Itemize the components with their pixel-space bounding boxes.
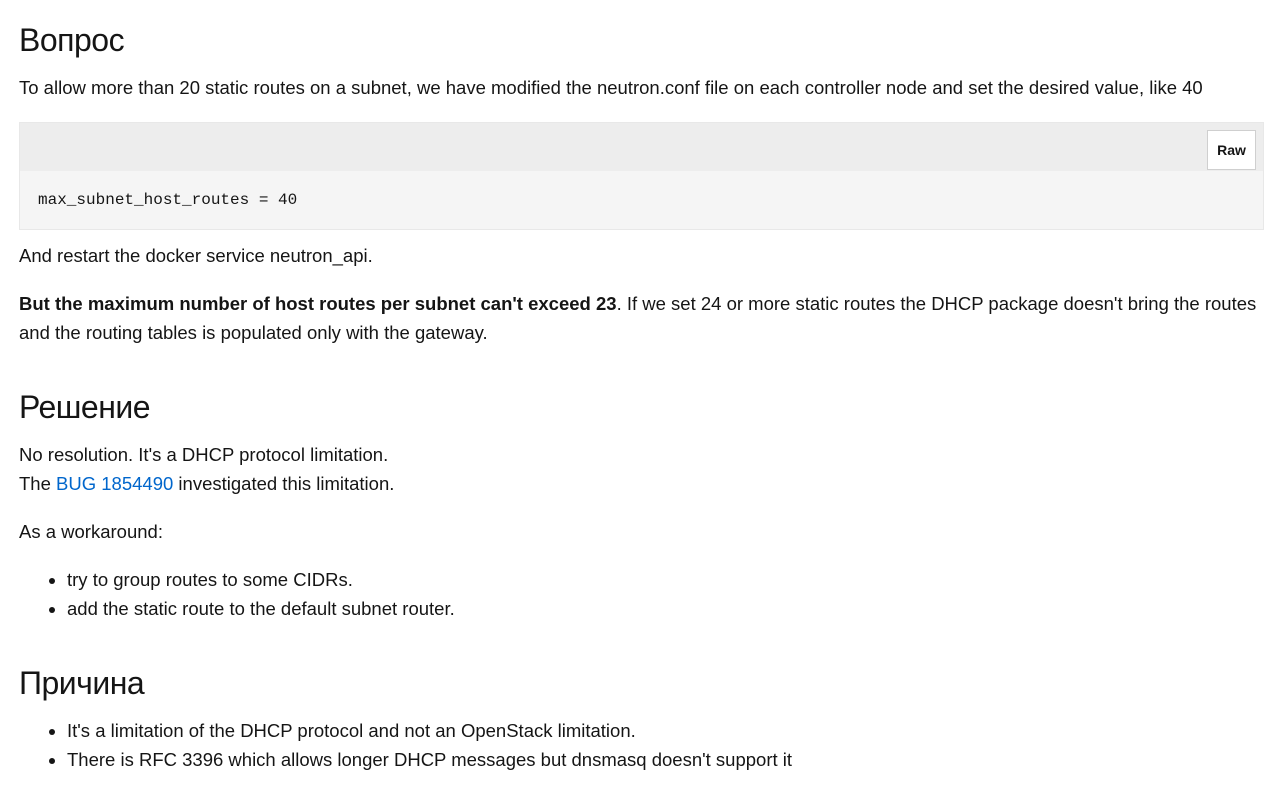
limit-bold-text: But the maximum number of host routes per subnet can't exceed 23 (19, 293, 617, 314)
limit-rest-text: . If we set 24 or more static routes the DHCP package doesn't bring the routes and the routing tables is populated only with the gateway. (19, 293, 1257, 343)
list-item: It's a limitation of the DHCP protocol and not an OpenStack limitation. (19, 717, 792, 746)
raw-button[interactable]: Raw (1207, 130, 1256, 170)
bug-suffix: investigated this limitation. (173, 473, 395, 494)
cause-list (19, 717, 792, 774)
bug-prefix: The (19, 473, 57, 494)
resolution-none-text: No resolution. It's a DHCP protocol limitation. (19, 444, 389, 465)
list-item: There is RFC 3396 which allows longer DHCP messages but dnsmasq doesn't support it (19, 746, 792, 775)
question-heading: Вопрос (19, 22, 125, 58)
code-block (19, 122, 1264, 230)
code-line: max_subnet_host_routes = 40 (38, 191, 298, 209)
question-intro: To allow more than 20 static routes on a subnet, we have modified the neutron.conf file on each controller node and set the desired value, like 40 (19, 77, 1203, 98)
cause-heading: Причина (19, 665, 145, 701)
workaround-text: As a workaround: (19, 521, 163, 542)
resolution-heading: Решение (19, 389, 151, 425)
bug-link[interactable]: BUG 1854490 (56, 473, 174, 494)
restart-text: And restart the docker service neutron_api. (19, 245, 373, 266)
limit-paragraph (19, 290, 1264, 347)
bug-paragraph (19, 470, 394, 499)
workaround-list (19, 566, 455, 623)
list-item: add the static route to the default subnet router. (19, 595, 455, 624)
code-block-header (20, 123, 1263, 171)
list-item: try to group routes to some CIDRs. (19, 566, 455, 595)
